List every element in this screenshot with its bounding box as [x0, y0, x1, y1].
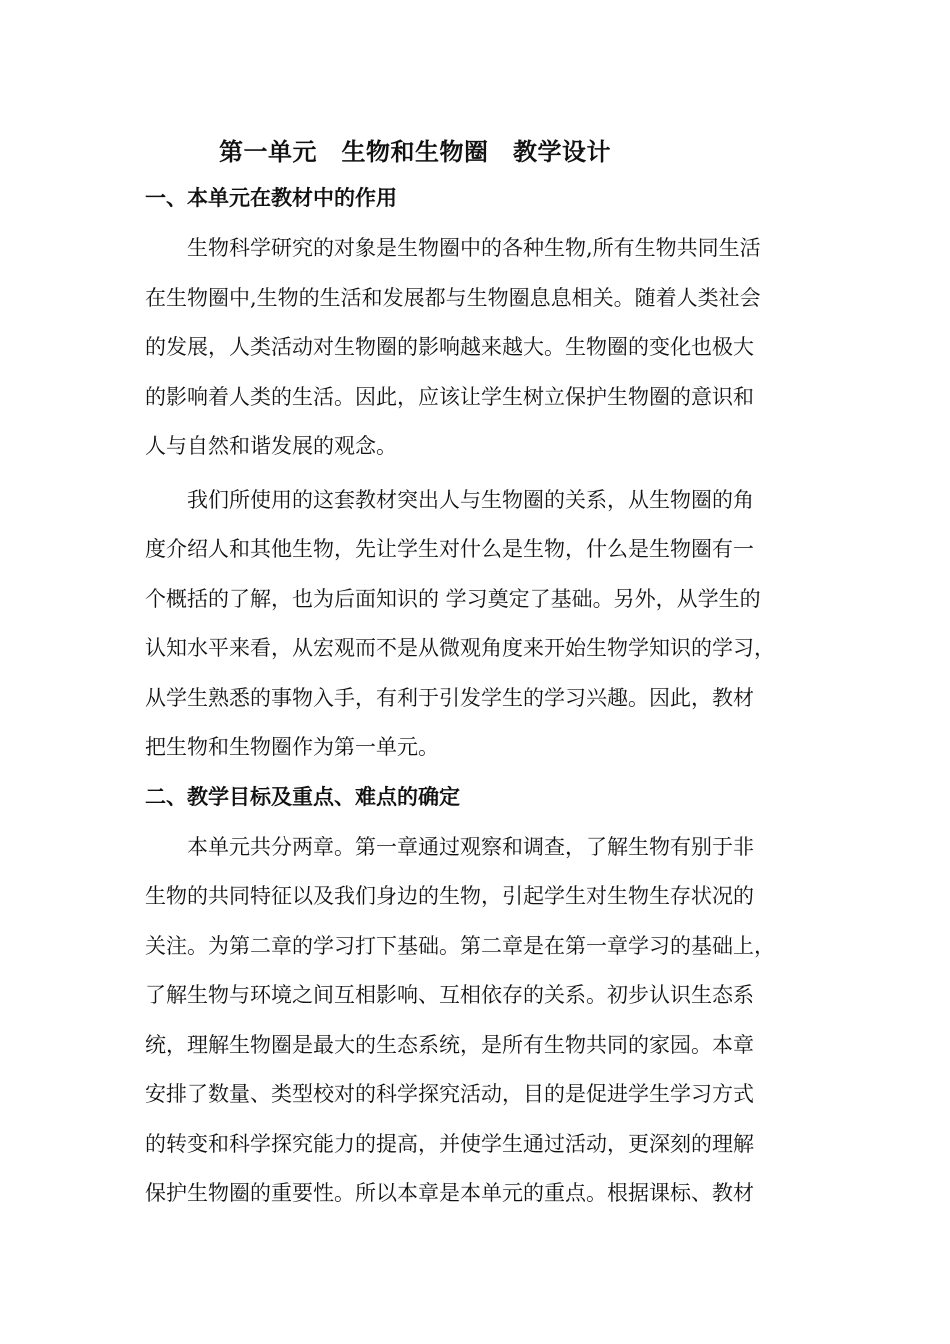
paragraph-line: 认知水平来看，从宏观而不是从微观角度来开始生物学知识的学习，	[145, 636, 775, 660]
paragraph-line: 的影响着人类的生活。因此，应该让学生树立保护生物圈的意识和	[145, 384, 754, 409]
paragraph	[145, 823, 821, 1219]
paragraph	[145, 476, 821, 773]
paragraph-line: 度介绍人和其他生物，先让学生对什么是生物，什么是生物圈有一	[145, 537, 754, 561]
paragraph-line: 人与自然和谐发展的观念。	[145, 434, 397, 458]
document-page	[145, 130, 821, 1223]
paragraph-line: 生物的共同特征以及我们身边的生物，引起学生对生物生存状况的	[145, 884, 754, 908]
paragraph-line: 生物科学研究的对象是生物圈中的各种生物,所有生物共同生活	[187, 236, 761, 260]
paragraph-line: 保护生物圈的重要性。所以本章是本单元的重点。根据课标、教材	[145, 1181, 754, 1205]
paragraph	[145, 224, 821, 472]
paragraph-line: 从学生熟悉的事物入手，有利于引发学生的学习兴趣。因此，教材	[145, 685, 754, 710]
paragraph-line: 把生物和生物圈作为第一单元。	[145, 735, 439, 759]
paragraph-line: 关注。为第二章的学习打下基础。第二章是在第一章学习的基础上，	[145, 933, 775, 958]
paragraph-line: 的发展，人类活动对生物圈的影响越来越大。生物圈的变化也极大	[145, 335, 754, 359]
paragraph-line: 安排了数量、类型校对的科学探究活动，目的是促进学生学习方式	[145, 1082, 754, 1106]
section-heading-1: 一、本单元在教材中的作用	[145, 185, 397, 210]
paragraph-line: 在生物圈中,生物的生活和发展都与生物圈息息相关。随着人类社会	[145, 285, 761, 310]
paragraph-line: 我们所使用的这套教材突出人与生物圈的关系，从生物圈的角	[187, 487, 754, 512]
document-title: 第一单元 生物和生物圈 教学设计	[219, 137, 611, 166]
paragraph-line: 的转变和科学探究能力的提高，并使学生通过活动，更深刻的理解	[145, 1131, 754, 1156]
paragraph-line: 个概括的了解，也为后面知识的 学习奠定了基础。另外，从学生的	[145, 586, 761, 611]
paragraph-line: 本单元共分两章。第一章通过观察和调查，了解生物有别于非	[187, 834, 754, 859]
paragraph-line: 统，理解生物圈是最大的生态系统，是所有生物共同的家园。本章	[145, 1032, 754, 1057]
section-heading-2: 二、教学目标及重点、难点的确定	[145, 783, 460, 809]
paragraph-line: 了解生物与环境之间互相影响、互相依存的关系。初步认识生态系	[145, 983, 754, 1007]
